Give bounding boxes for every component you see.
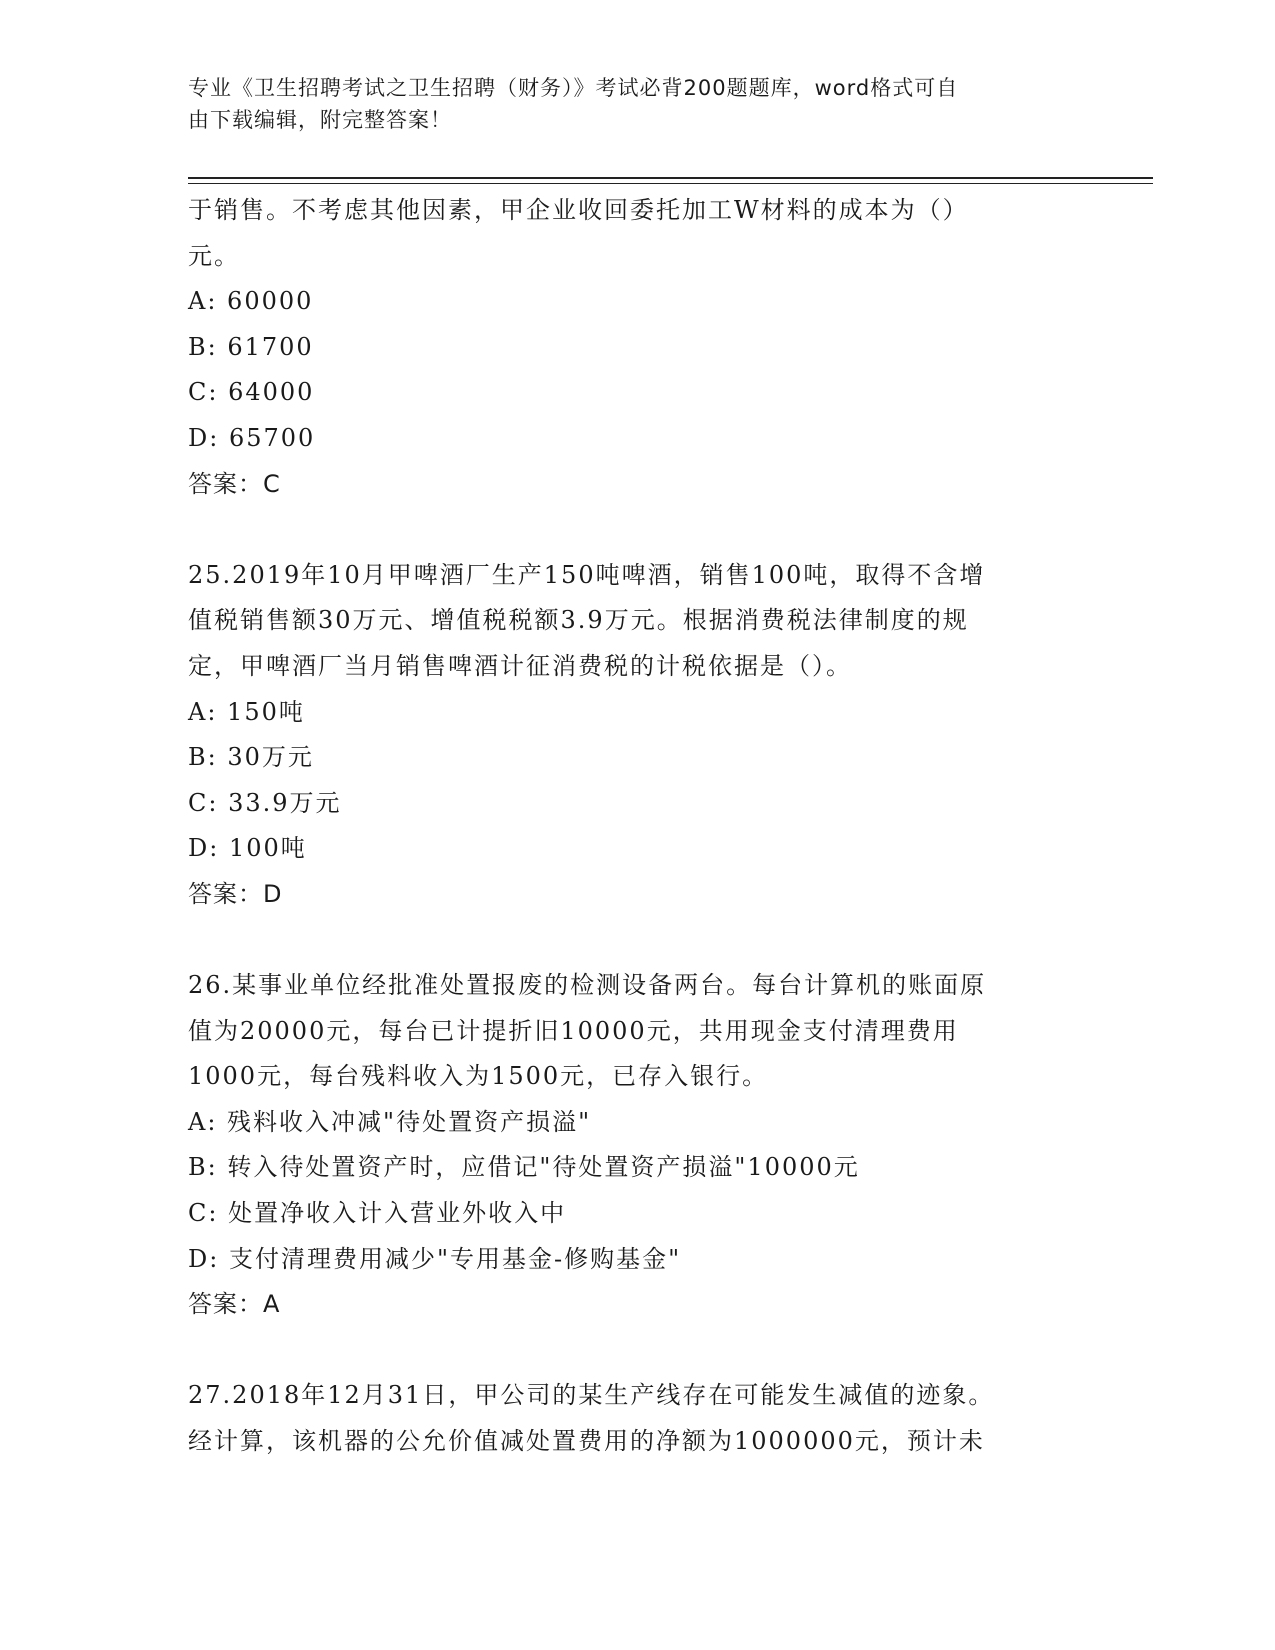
option-a: A: 150吨 (188, 697, 305, 726)
question-text-line: 26.某事业单位经批准处置报废的检测设备两台。每台计算机的账面原 (188, 971, 987, 1000)
question-text-line: 值税销售额30万元、增值税税额3.9万元。根据消费税法律制度的规 (188, 606, 969, 635)
question-text-line: 元。 (188, 241, 240, 270)
header-rule-thin (188, 183, 1153, 184)
answer-label: 答案：A (188, 1290, 281, 1319)
option-c: C: 64000 (188, 378, 315, 407)
option-d: D: 65700 (188, 423, 316, 452)
question-26 (188, 963, 1088, 1328)
question-text-line: 经计算，该机器的公允价值减处置费用的净额为1000000元，预计未 (188, 1427, 985, 1456)
question-text-line: 27.2018年12月31日，甲公司的某生产线存在可能发生减值的迹象。 (188, 1381, 995, 1410)
question-text-line: 于销售。不考虑其他因素，甲企业收回委托加工W材料的成本为（） (188, 196, 969, 224)
option-d: D: 100吨 (188, 834, 307, 863)
option-c: C: 处置净收入计入营业外收入中 (188, 1199, 567, 1228)
header-line-1: 专业《卫生招聘考试之卫生招聘（财务）》考试必背200题题库，word格式可自 (188, 76, 959, 100)
header-line-2: 由下载编辑，附完整答案！ (188, 108, 452, 132)
question-25 (188, 553, 1088, 918)
header-rule-thick (188, 177, 1153, 179)
answer-label: 答案：D (188, 879, 283, 908)
question-text-line: 25.2019年10月甲啤酒厂生产150吨啤酒，销售100吨，取得不含增 (188, 560, 986, 589)
question-27 (188, 1373, 1088, 1464)
option-d: D: 支付清理费用减少"专用基金-修购基金" (188, 1244, 682, 1273)
question-24-tail (188, 188, 1088, 507)
question-text-line: 1000元，每台残料收入为1500元，已存入银行。 (188, 1062, 769, 1091)
document-body (188, 188, 1088, 1465)
document-header (188, 72, 1068, 136)
option-b: B: 61700 (188, 332, 314, 361)
option-b: B: 转入待处置资产时，应借记"待处置资产损溢"10000元 (188, 1153, 860, 1182)
spacer (188, 507, 1088, 553)
option-a: A: 60000 (188, 287, 314, 316)
option-b: B: 30万元 (188, 743, 314, 772)
question-text-line: 值为20000元，每台已计提折旧10000元，共用现金支付清理费用 (188, 1016, 959, 1045)
spacer (188, 918, 1088, 964)
answer-label: 答案：C (188, 469, 281, 498)
question-text-line: 定，甲啤酒厂当月销售啤酒计征消费税的计税依据是（）。 (188, 651, 852, 680)
spacer (188, 1328, 1088, 1374)
option-a: A: 残料收入冲减"待处置资产损溢" (188, 1107, 592, 1136)
option-c: C: 33.9万元 (188, 788, 342, 817)
